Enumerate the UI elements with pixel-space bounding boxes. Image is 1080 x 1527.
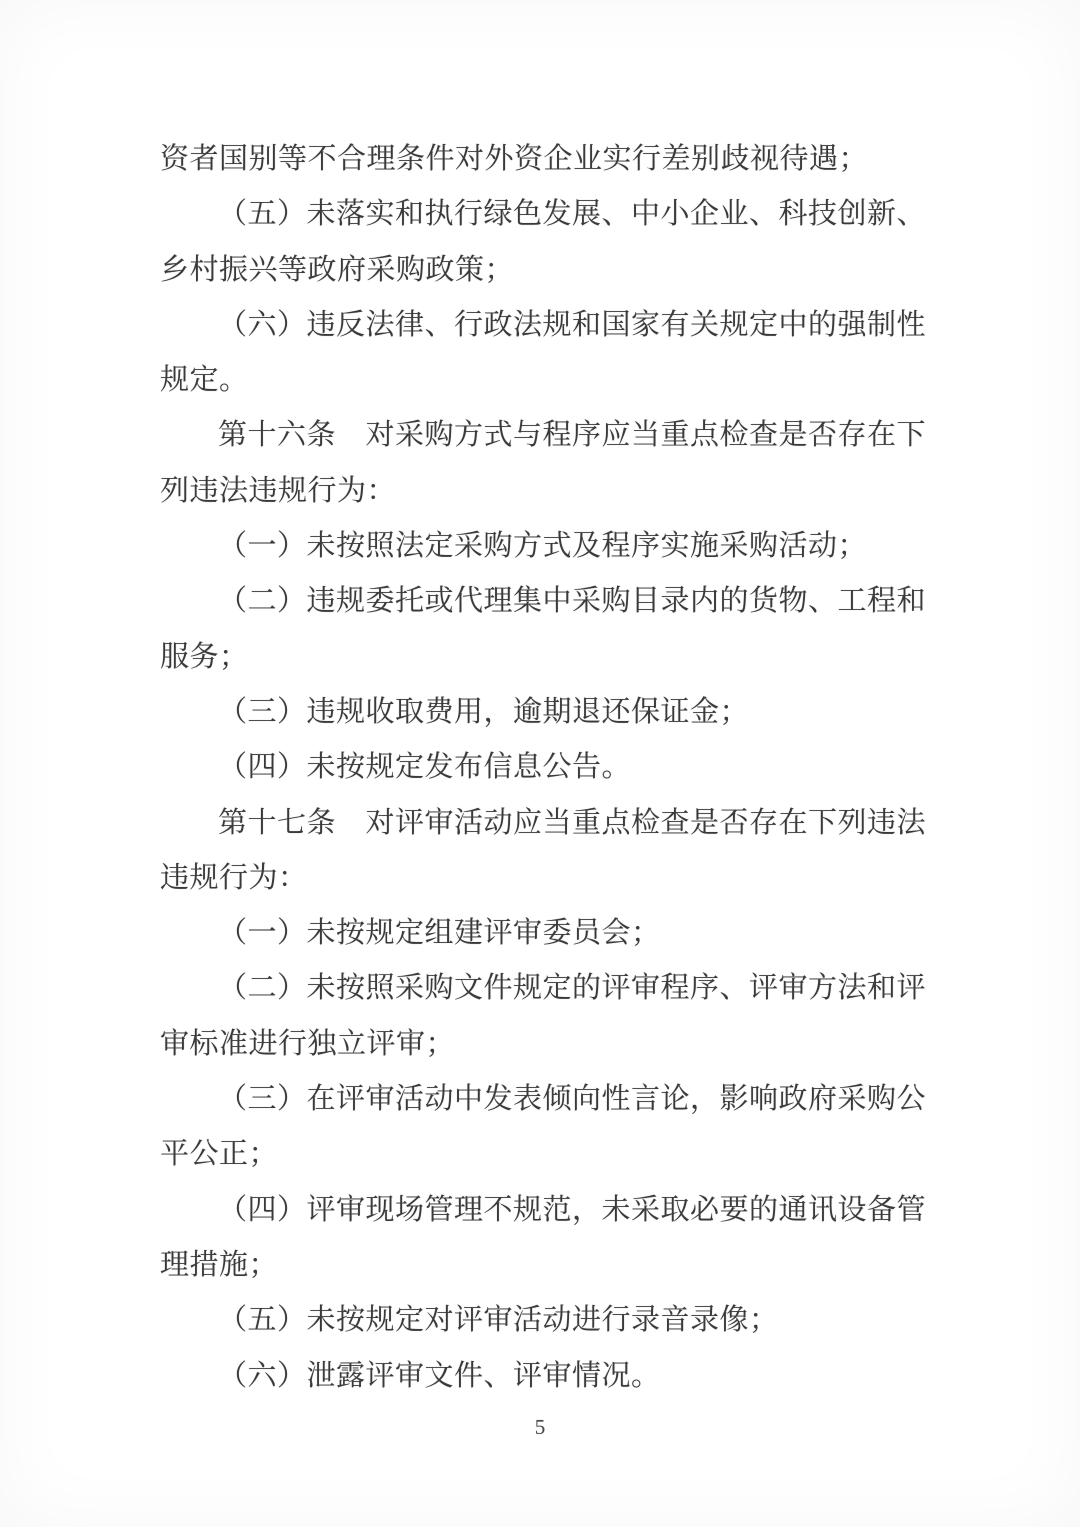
text-line: 乡村振兴等政府采购政策； [160,253,515,286]
page-number: 5 [534,1415,546,1439]
text-line: （五）未按规定对评审活动进行录音录像； [218,1304,779,1337]
text-line: （三）在评审活动中发表倾向性言论，影响政府采购公 [218,1083,927,1116]
text-line: （二）未按照采购文件规定的评审程序、评审方法和评 [218,972,927,1005]
text-line: （二）违规委托或代理集中采购目录内的货物、工程和 [218,585,927,618]
text-line: （三）违规收取费用，逾期退还保证金； [218,695,750,728]
document-body [160,132,950,1404]
text-line: 资者国别等不合理条件对外资企业实行差别歧视待遇； [160,143,869,175]
text-line: （四）评审现场管理不规范，未采取必要的通讯设备管 [218,1193,927,1226]
text-line: （四）未按规定发布信息公告。 [218,751,632,784]
text-line: （六）违反法律、行政法规和国家有关规定中的强制性 [218,308,927,341]
text-line: （六）泄露评审文件、评审情况。 [218,1359,661,1392]
text-line: 列违法违规行为： [160,474,397,507]
text-line: （一）未按照法定采购方式及程序实施采购活动； [218,530,868,563]
text-line: （五）未落实和执行绿色发展、中小企业、科技创新、 [218,198,927,231]
text-line: 服务； [160,640,249,673]
text-line: 第十六条 对采购方式与程序应当重点检查是否存在下 [218,419,927,452]
text-line: 规定。 [160,364,249,397]
text-line: 违规行为： [160,861,308,894]
text-line: 第十七条 对评审活动应当重点检查是否存在下列违法 [218,806,927,839]
text-line: 理措施； [160,1248,279,1281]
text-line: 审标准进行独立评审； [160,1027,456,1060]
text-line: 平公正； [160,1138,279,1171]
text-line: （一）未按规定组建评审委员会； [218,917,661,950]
